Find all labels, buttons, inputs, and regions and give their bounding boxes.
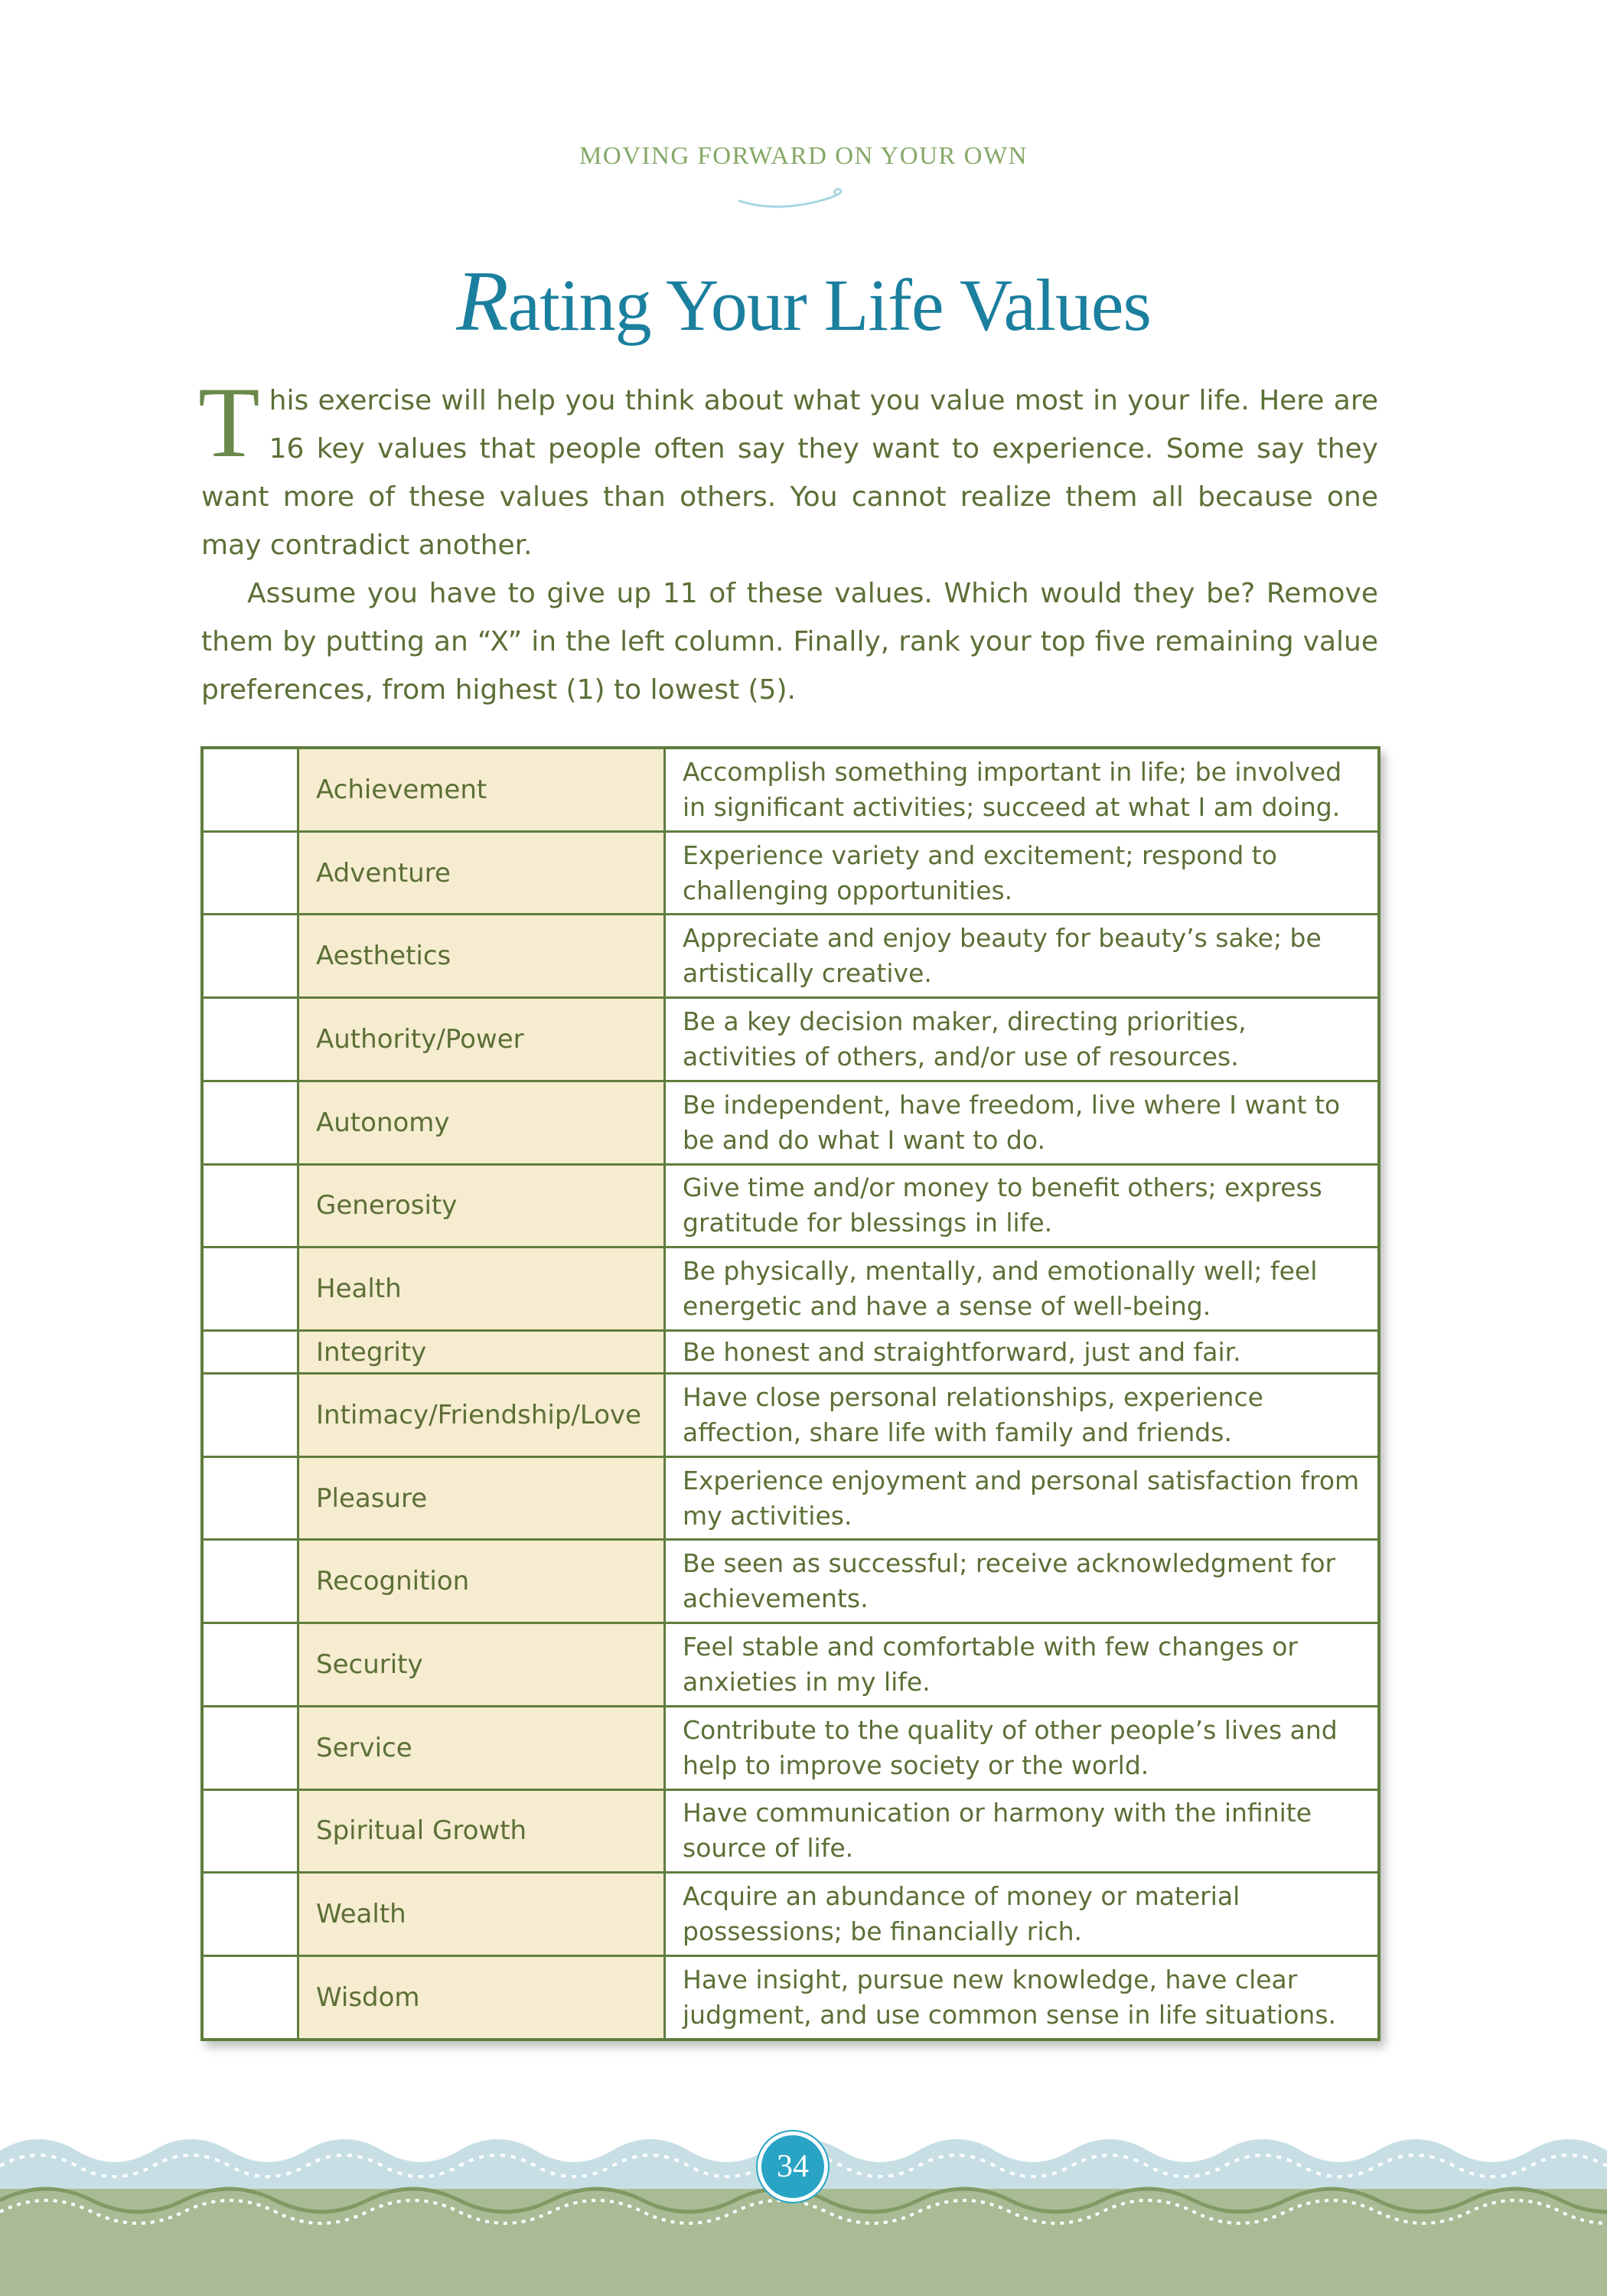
rank-cell[interactable] <box>202 1374 298 1457</box>
flourish-ornament <box>735 187 849 210</box>
rank-cell[interactable] <box>202 915 298 998</box>
value-name: Wisdom <box>298 1955 665 2040</box>
value-name: Security <box>298 1623 665 1707</box>
value-description: Accomplish something important in life; be involved in significant activities; succeed at what I am doing. <box>665 748 1380 831</box>
value-name: Autonomy <box>298 1081 665 1164</box>
table-row <box>202 831 1379 915</box>
value-description: Be physically, mentally, and emotionally well; feel energetic and have a sense of well-being. <box>665 1247 1380 1331</box>
value-name: Recognition <box>298 1540 665 1623</box>
rank-cell[interactable] <box>202 1873 298 1956</box>
value-name: Integrity <box>298 1331 665 1374</box>
rank-cell[interactable] <box>202 1789 298 1873</box>
rank-cell[interactable] <box>202 1247 298 1331</box>
rank-cell[interactable] <box>202 1955 298 2040</box>
value-description: Acquire an abundance of money or material possessions; be financially rich. <box>665 1873 1380 1956</box>
table-row <box>202 1456 1379 1540</box>
value-name: Pleasure <box>298 1456 665 1540</box>
table-row <box>202 1164 1379 1247</box>
value-description: Be seen as successful; receive acknowledgment for achievements. <box>665 1540 1380 1623</box>
value-name: Generosity <box>298 1164 665 1247</box>
value-description: Experience enjoyment and personal satisfaction from my activities. <box>665 1456 1380 1540</box>
value-description: Contribute to the quality of other people’s lives and help to improve society or the world. <box>665 1706 1380 1789</box>
values-table-body <box>202 748 1379 2040</box>
intro-text <box>198 366 1378 714</box>
rank-cell[interactable] <box>202 1331 298 1374</box>
page-title <box>0 253 1607 351</box>
value-description: Have insight, pursue new knowledge, have clear judgment, and use common sense in life situations. <box>665 1955 1380 2040</box>
rank-cell[interactable] <box>202 1540 298 1623</box>
values-table <box>200 746 1380 2041</box>
value-name: Spiritual Growth <box>298 1789 665 1873</box>
table-row <box>202 1623 1379 1707</box>
table-row <box>202 915 1379 998</box>
intro-paragraph-2: Assume you have to give up 11 of these values. Which would they be? Remove them by putting an “X” in the left column. Finally, rank your top five remaining value preferences, from highest (1) to lowest (5). <box>201 578 1378 706</box>
value-name: Intimacy/Friendship/Love <box>298 1374 665 1457</box>
table-row <box>202 1789 1379 1873</box>
rank-cell[interactable] <box>202 1623 298 1707</box>
page-number-badge: 34 <box>758 2131 828 2202</box>
table-row <box>202 1706 1379 1789</box>
table-row <box>202 1374 1379 1457</box>
table-row <box>202 1331 1379 1374</box>
intro-paragraph-1-text: his exercise will help you think about what you value most in your life. Here are 16 key values that people often say they want to experience. Some say they want more of these values than others. You cannot realize them all because one may contradict another. <box>201 385 1378 561</box>
table-row <box>202 1081 1379 1164</box>
value-description: Give time and/or money to benefit others; express gratitude for blessings in life. <box>665 1164 1380 1247</box>
value-name: Adventure <box>298 831 665 915</box>
value-name: Authority/Power <box>298 998 665 1081</box>
table-row <box>202 1955 1379 2040</box>
value-description: Be a key decision maker, directing priorities, activities of others, and/or use of resources. <box>665 998 1380 1081</box>
drop-cap: T <box>198 366 260 478</box>
table-row <box>202 748 1379 831</box>
value-description: Experience variety and excitement; respond to challenging opportunities. <box>665 831 1380 915</box>
intro-paragraph-1 <box>198 366 1378 569</box>
title-initial: R <box>456 254 508 349</box>
rank-cell[interactable] <box>202 748 298 831</box>
value-name: Wealth <box>298 1873 665 1956</box>
rank-cell[interactable] <box>202 1081 298 1164</box>
title-text: ating Your Life Values <box>507 264 1151 346</box>
rank-cell[interactable] <box>202 998 298 1081</box>
table-row <box>202 1540 1379 1623</box>
running-head: MOVING FORWARD ON YOUR OWN <box>579 142 1028 170</box>
table-row <box>202 1247 1379 1331</box>
table-row <box>202 998 1379 1081</box>
value-description: Have close personal relationships, experience affection, share life with family and friends. <box>665 1374 1380 1457</box>
table-row <box>202 1873 1379 1956</box>
rank-cell[interactable] <box>202 1164 298 1247</box>
value-description: Be honest and straightforward, just and fair. <box>665 1331 1380 1374</box>
rank-cell[interactable] <box>202 1456 298 1540</box>
value-name: Health <box>298 1247 665 1331</box>
value-description: Appreciate and enjoy beauty for beauty’s sake; be artistically creative. <box>665 915 1380 998</box>
value-description: Be independent, have freedom, live where I want to be and do what I want to do. <box>665 1081 1380 1164</box>
rank-cell[interactable] <box>202 1706 298 1789</box>
value-name: Service <box>298 1706 665 1789</box>
value-description: Have communication or harmony with the infinite source of life. <box>665 1789 1380 1873</box>
value-description: Feel stable and comfortable with few changes or anxieties in my life. <box>665 1623 1380 1707</box>
value-name: Achievement <box>298 748 665 831</box>
rank-cell[interactable] <box>202 831 298 915</box>
value-name: Aesthetics <box>298 915 665 998</box>
